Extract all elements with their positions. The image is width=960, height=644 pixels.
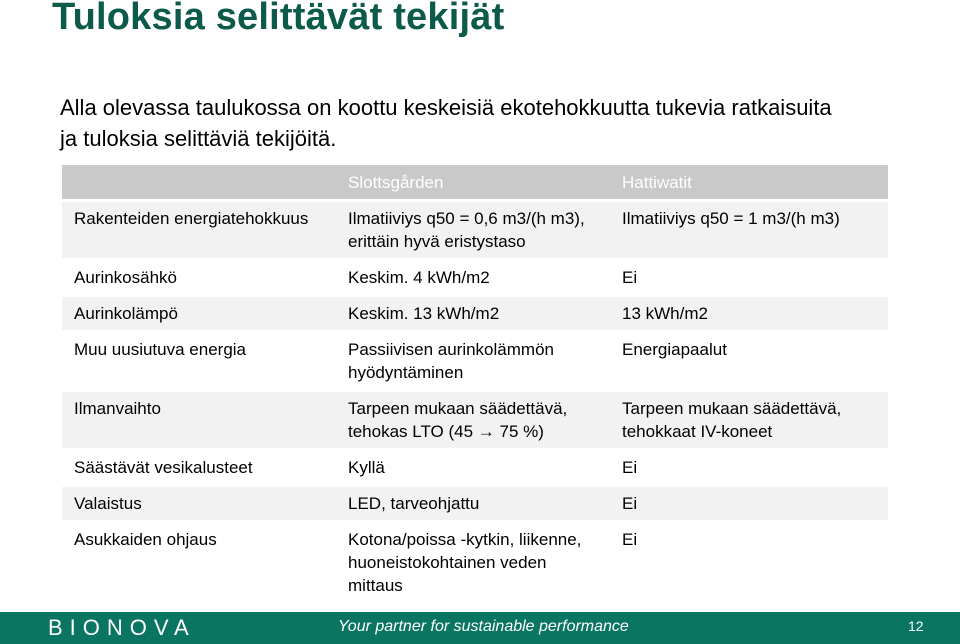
table-header-row bbox=[62, 165, 888, 199]
row-label: Aurinkosähkö bbox=[62, 261, 336, 294]
row-value-hattiwatit: Tarpeen mukaan säädettävä, tehokkaat IV-koneet bbox=[610, 392, 888, 448]
table-row bbox=[62, 392, 888, 448]
header-cell-empty bbox=[62, 165, 336, 199]
row-value-hattiwatit: Ei bbox=[610, 523, 888, 602]
row-value-slottsgarden: Keskim. 13 kWh/m2 bbox=[336, 297, 610, 330]
table-row bbox=[62, 523, 888, 602]
header-cell-slottsgarden: Slottsgården bbox=[336, 165, 610, 199]
table-row bbox=[62, 297, 888, 330]
footer-tagline: Your partner for sustainable performance bbox=[338, 618, 629, 635]
row-value-hattiwatit: Energiapaalut bbox=[610, 333, 888, 389]
row-label: Aurinkolämpö bbox=[62, 297, 336, 330]
row-label: Muu uusiutuva energia bbox=[62, 333, 336, 389]
row-value-slottsgarden: Ilmatiiviys q50 = 0,6 m3/(h m3), erittäin hyvä eristystaso bbox=[336, 202, 610, 258]
footer-bar bbox=[0, 612, 960, 644]
row-value-hattiwatit: Ei bbox=[610, 261, 888, 294]
row-value-slottsgarden: Passiivisen aurinkolämmön hyödyntäminen bbox=[336, 333, 610, 389]
row-value-slottsgarden: Kyllä bbox=[336, 451, 610, 484]
row-label: Ilmanvaihto bbox=[62, 392, 336, 448]
bionova-logo: BIONOVA bbox=[48, 615, 196, 640]
table-row bbox=[62, 333, 888, 389]
row-value-slottsgarden: Tarpeen mukaan säädettävä, tehokas LTO (45 → 75 %) bbox=[336, 392, 610, 448]
table-row bbox=[62, 202, 888, 258]
table-row bbox=[62, 261, 888, 294]
row-label: Asukkaiden ohjaus bbox=[62, 523, 336, 602]
page-number: 12 bbox=[908, 618, 924, 634]
table-row bbox=[62, 487, 888, 520]
row-label: Säästävät vesikalusteet bbox=[62, 451, 336, 484]
table-row bbox=[62, 451, 888, 484]
comparison-table bbox=[62, 162, 888, 605]
slide-title: Tuloksia selittävät tekijät bbox=[52, 0, 505, 38]
row-value-slottsgarden: Keskim. 4 kWh/m2 bbox=[336, 261, 610, 294]
row-value-hattiwatit: Ei bbox=[610, 487, 888, 520]
row-label: Rakenteiden energiatehokkuus bbox=[62, 202, 336, 258]
row-value-slottsgarden: Kotona/poissa -kytkin, liikenne, huoneistokohtainen veden mittaus bbox=[336, 523, 610, 602]
row-value-slottsgarden: LED, tarveohjattu bbox=[336, 487, 610, 520]
row-value-hattiwatit: 13 kWh/m2 bbox=[610, 297, 888, 330]
row-value-hattiwatit: Ilmatiiviys q50 = 1 m3/(h m3) bbox=[610, 202, 888, 258]
row-value-hattiwatit: Ei bbox=[610, 451, 888, 484]
intro-text: Alla olevassa taulukossa on koottu keskeisiä ekotehokkuutta tukevia ratkaisuita ja tuloksia selittäviä tekijöitä. bbox=[60, 95, 832, 151]
row-label: Valaistus bbox=[62, 487, 336, 520]
header-cell-hattiwatit: Hattiwatit bbox=[610, 165, 888, 199]
